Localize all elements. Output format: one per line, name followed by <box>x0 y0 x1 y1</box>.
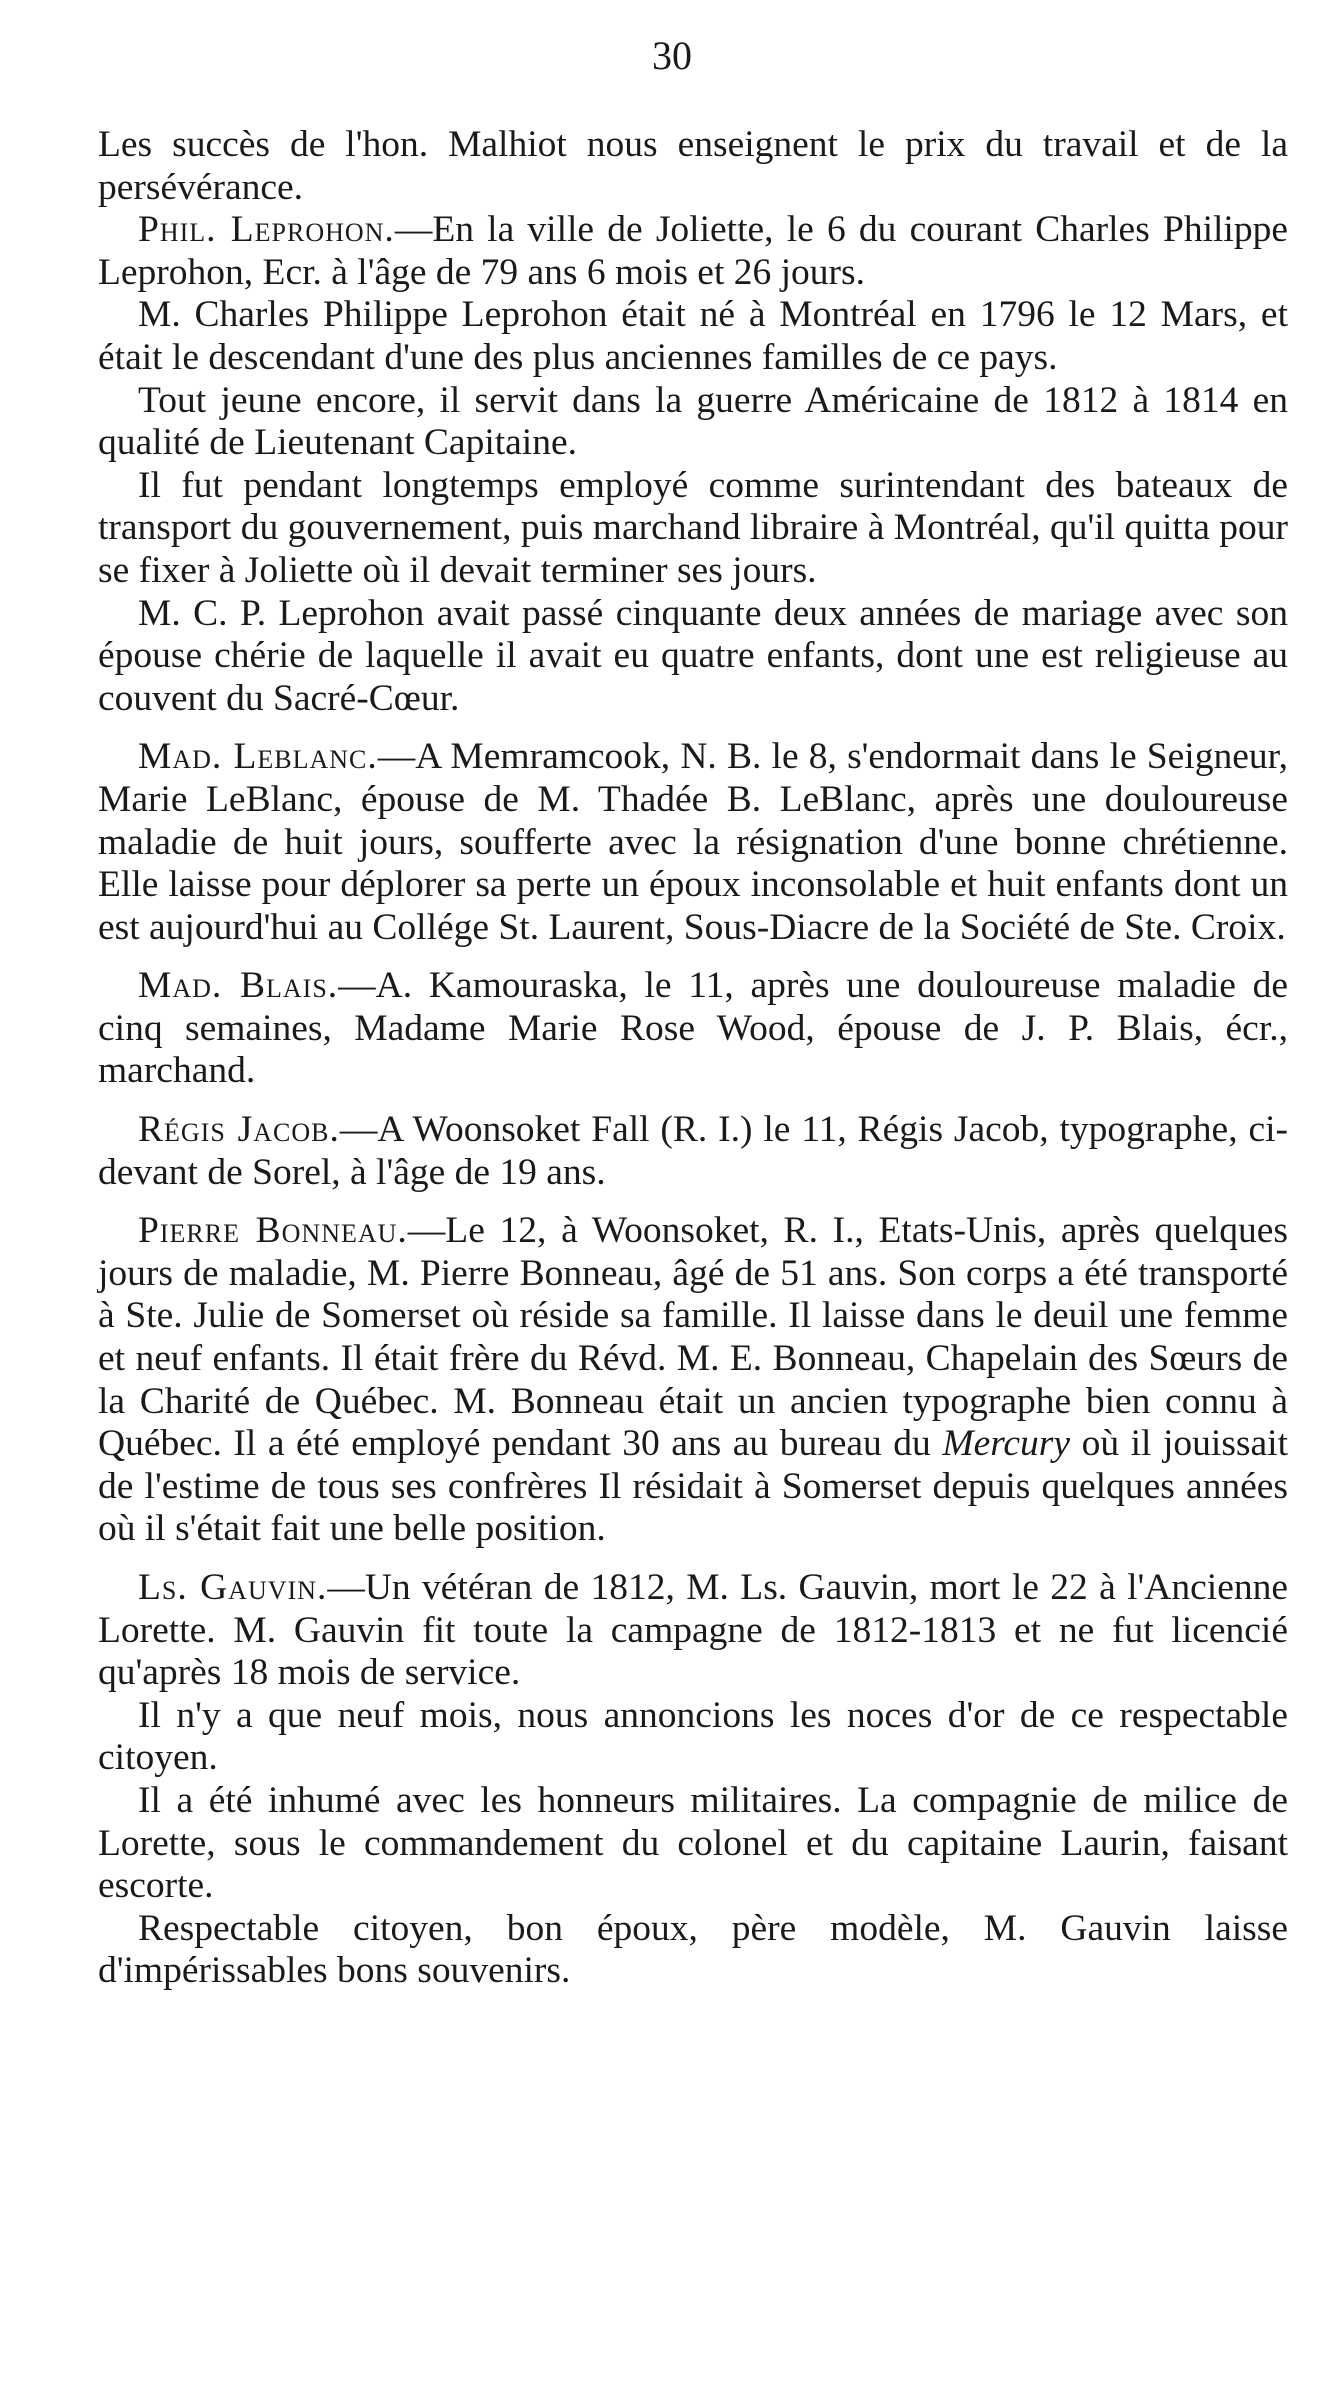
obituary-name: Mad. Blais. <box>138 965 339 1007</box>
obituary-text: où il jouissait de l'estime de tous ses confrères Il résidait à Somerset depuis quelques années où il s'était fait une belle position. <box>98 1423 1289 1550</box>
paragraph: Il n'y a que neuf mois, nous annoncions les noces d'or de ce respectable citoyen. <box>98 1694 1288 1779</box>
obituary-name: Pierre Bonneau. <box>138 1210 408 1252</box>
obituary-name: Ls. Gauvin. <box>138 1567 328 1608</box>
obituary-leprohon <box>98 209 1288 294</box>
obituary-name: Mad. Leblanc. <box>138 736 378 778</box>
intro-paragraph: Les succès de l'hon. Malhiot nous enseignent le prix du travail et de la persévérance. <box>98 124 1288 208</box>
page-number: 30 <box>652 33 692 78</box>
paragraph: Il fut pendant longtemps employé comme surintendant des bateaux de transport du gouvernement, puis marchand libraire à Montréal, qu'il quitta pour se fixer à Joliette où il devait terminer ses jours. <box>98 464 1288 591</box>
obituary-text: —A. Kamouraska, le 11, après une douloureuse maladie de cinq semaines, Madame Marie Rose Wood, épouse de J. P. Blais, écr., marchand. <box>98 965 1289 1092</box>
obituary-text: —Le 12, à Woonsoket, R. I., Etats-Unis, après quelques jours de maladie, M. Pierre Bonneau, âgé de 51 ans. Son corps a été transporté à Ste. Julie de Somerset où réside sa famille. Il laisse dans le deuil une femme et neuf enfants. Il était frère du Révd. M. E. Bonneau, Chapelain des Sœurs de la Charité de Québec. M. Bonneau était un ancien typographe bien connu à Québec. Il a été employé pendant 30 ans au bureau du <box>98 1210 1288 1465</box>
paragraph: Tout jeune encore, il servit dans la guerre Américaine de 1812 à 1814 en qualité de Lieutenant Capitaine. <box>98 379 1288 464</box>
obituary-text: —En la ville de Joliette, le 6 du courant Charles Philippe Leprohon, Ecr. à l'âge de 79 ans 6 mois et 26 jours. <box>98 209 1288 293</box>
obituary-text: —Un vétéran de 1812, M. Ls. Gauvin, mort le 22 à l'Ancienne Lorette. M. Gauvin fit toute la campagne de 1812-1813 et ne fut licencié qu'après 18 mois de service. <box>98 1567 1288 1694</box>
paragraph: M. C. P. Leprohon avait passé cinquante deux années de mariage avec son épouse chérie de laquelle il avait eu quatre enfants, dont une est religieuse au couvent du Sacré-Cœur. <box>98 592 1288 719</box>
obituary-blais <box>98 965 1288 1093</box>
obituary-text: —A Memramcook, N. B. le 8, s'endormait dans le Seigneur, Marie LeBlanc, épouse de M. Thadée B. LeBlanc, après une douloureuse maladie de huit jours, soufferte avec la résignation d'une bonne chrétienne. Elle laisse pour déplorer sa perte un époux inconsolable et huit enfants dont un est aujourd'hui au Collége St. Laurent, Sous-Diacre de la Société de Ste. Croix. <box>98 736 1288 948</box>
obituary-jacob <box>98 1109 1288 1194</box>
paragraph: Respectable citoyen, bon époux, père modèle, M. Gauvin laisse d'impérissables bons souvenirs. <box>98 1907 1288 1992</box>
obituary-bonneau <box>98 1210 1288 1551</box>
obituary-leblanc <box>98 736 1288 949</box>
paragraph: Il a été inhumé avec les honneurs militaires. La compagnie de milice de Lorette, sous le commandement du colonel et du capitaine Laurin, faisant escorte. <box>98 1779 1288 1907</box>
obituary-gauvin <box>98 1567 1288 1695</box>
newspaper-title: Mercury <box>942 1423 1071 1465</box>
obituary-text: —A Woonsoket Fall (R. I.) le 11, Régis Jacob, typographe, ci-devant de Sorel, à l'âge de 19 ans. <box>98 1109 1288 1193</box>
paragraph: M. Charles Philippe Leprohon était né à Montréal en 1796 le 12 Mars, et était le descendant d'une des plus anciennes familles de ce pays. <box>98 294 1288 378</box>
text-column <box>98 124 1288 1993</box>
obituary-name: Phil. Leprohon. <box>138 209 395 251</box>
obituary-name: Régis Jacob. <box>138 1109 340 1151</box>
